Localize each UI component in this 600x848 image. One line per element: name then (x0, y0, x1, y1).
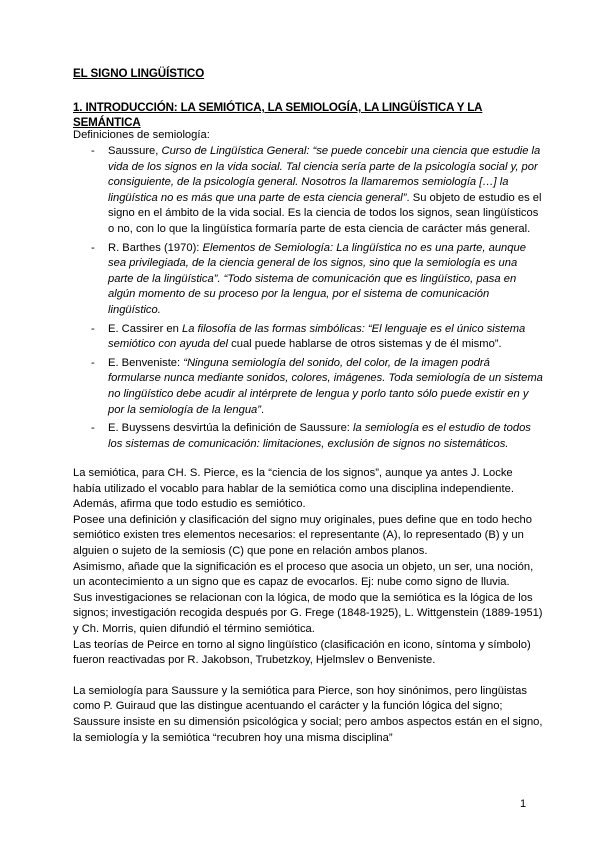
paragraph: La semiología para Saussure y la semiótica para Pierce, son hoy sinónimos, pero lingüistas como P. Guiraud que las distingue acentuando el carácter y la función lógica del signo; Saussure insiste en su dimensión psicológica y social; pero ambos aspectos están en el signo, la semiología y la semiótica “recubren hoy una misma disciplina” (73, 684, 543, 744)
definition-item (91, 421, 543, 452)
definitions-list (91, 144, 543, 455)
definition-item (91, 322, 543, 353)
definition-quote: “Ninguna semiología del sonido, del color, de la imagen podrá formularse nunca mediante sonidos, colores, imágenes. Toda semiología de un sistema no lingüístico debe acudir al intérprete de lengua y porlo tanto sólo puede existir en y por la semiología de la lengua” (108, 356, 543, 416)
list-dash: - (91, 322, 95, 335)
list-dash: - (91, 241, 95, 254)
definition-quote: : “El lenguaje es el único sistema semiótico con ayuda del (108, 322, 526, 351)
definitions-label: Definiciones de semiología: (73, 129, 210, 141)
list-dash: - (91, 145, 95, 157)
paragraph: Posee una definición y clasificación del signo muy originales, pues define que en todo hecho semiótico existen tres elementos necesarios: el representante (A), lo representado (B) y un alguien o sujeto de la semiosis (C) que pone en relación ambos planos. (73, 513, 532, 557)
definition-quote: : La lingüística no es una parte, aunque sea privilegiada, de la ciencia general de los signos, sino que la semiología es una parte de la lingüística”. “Todo sistema de comunicación que es lingüístico, pasa en algún momento de su proceso por la lengua, por el sistema de comunicación lingüístico. (108, 241, 526, 316)
definition-work: Curso de Lingüística General (161, 145, 307, 157)
body-paragraphs (73, 466, 543, 746)
definition-item (91, 144, 543, 238)
definition-lead: Saussure, (108, 145, 162, 157)
definition-tail: . Su objeto de estudio es el signo en el ámbito de la vida social. Es la ciencia de todos los signos, sean lingüísticos o no, con lo que la lingüística formaría parte de esta ciencia de carácter más general. (108, 191, 542, 235)
definition-lead: E. Benveniste: (108, 356, 184, 369)
definition-lead: E. Buyssens desvirtúa la definición de Saussure: (108, 422, 354, 435)
definition-item (91, 241, 543, 319)
definition-quote: la semiología es el estudio de todos los sistemas de comunicación: limitaciones, exclusión de signos no sistemáticos. (108, 422, 531, 450)
paragraph: Las teorías de Peirce en torno al signo lingüístico (clasificación en icono, síntoma y símbolo) fueron reactivadas por R. Jakobson, Trubetzkoy, Hjelmslev o Benveniste. (73, 638, 531, 667)
section-heading: 1. INTRODUCCIÓN: LA SEMIÓTICA, LA SEMIOLOGÍA, LA LINGÜÍSTICA Y LA SEMÁNTICA (73, 101, 483, 129)
definition-work: La filosofía de las formas simbólicas (182, 322, 362, 335)
definition-quote: : “se puede concebir una ciencia que estudie la vida de los signos en la vida social. Tal ciencia sería parte de la psicología social y, por consiguiente, de la psicología general. Nosotros la llamaremos semiología […] la lingüística no es más que una parte de esta ciencia general” (108, 145, 541, 204)
paragraph-gap (73, 669, 543, 684)
list-dash: - (91, 356, 95, 369)
definition-lead: E. Cassirer en (108, 322, 182, 335)
document-title: EL SIGNO LINGÜÍSTICO (73, 67, 205, 80)
definition-tail: . (261, 403, 265, 416)
definition-lead: R. Barthes (1970): (108, 241, 203, 254)
definition-item (91, 356, 543, 418)
paragraph: Asimismo, añade que la significación es el proceso que asocia un objeto, un ser, una noción, un acontecimiento a un signo que es capaz de evocarlos. Ej: nube como signo de lluvia. (73, 560, 534, 589)
definition-work: Elementos de Semiología (202, 241, 331, 254)
paragraph: Sus investigaciones se relacionan con la lógica, de modo que la semiótica es la lógica de los signos; investigación recogida después por G. Frege (1848-1925), L. Wittgenstein (1889-1951) y Ch. Morris, quien difundió el término semiótica. (73, 591, 543, 635)
list-dash: - (91, 422, 95, 435)
page-number: 1 (520, 798, 527, 810)
definition-tail: cual puede hablarse de otros sistemas y de él mismo”. (231, 338, 502, 351)
paragraph: La semiótica, para CH. S. Pierce, es la “ciencia de los signos”, aunque ya antes J. Locke había utilizado el vocablo para hablar de la semiótica como una disciplina independiente. Además, afirma que todo estudio es semiótico. (73, 467, 514, 511)
